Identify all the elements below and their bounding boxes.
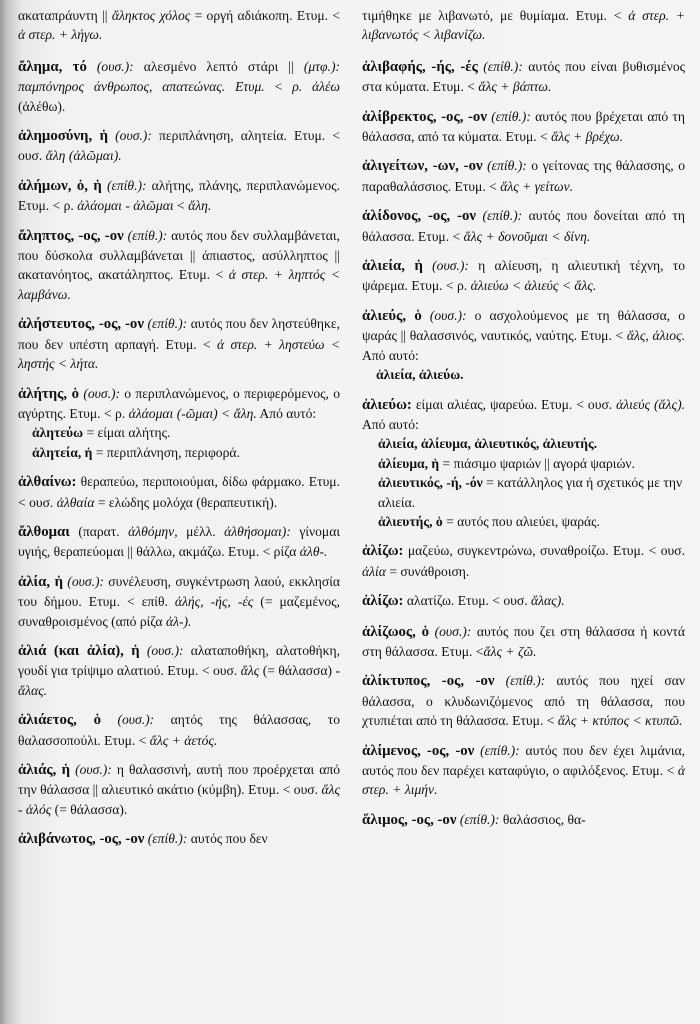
- entry-alia-2: ἀλιά (και ἀλία), ἡ (ουσ.): αλαταποθήκη, αλατοθήκη, γουδί για τρίψιμο αλατιού. Ετυμ. < ουσ. ἅλς (= θάλασσα) - ἅλας.: [18, 642, 341, 698]
- right-column: [362, 6, 685, 840]
- headword: ἀλία, ἡ: [18, 573, 64, 590]
- left-column: [18, 6, 340, 860]
- headword: ἀλιεύω:: [362, 396, 412, 413]
- headword: ἀλίδονος, -ος, -ον: [362, 208, 477, 225]
- entry-althomai: ἄλθομαι (παρατ. ἀλθόμην, μέλλ. ἀλθήσομαι): γίνομαι υγιής, θεραπεύομαι || θάλλω, ακμάζω. Ετυμ. < ρίζα ἀλθ-.: [18, 523, 341, 560]
- entry-alisteftos: ἀλήστευτος, -ος, -ον (επίθ.): αυτός που δεν ληστεύθηκε, που δεν υπέστη αρπαγή. Ετυμ. < ἀ στερ. + ληστεύω < ληστής < λήτα.: [18, 316, 341, 372]
- entry-alivanotos: ἀλιβάνωτος, -ος, -ον (επίθ.): αυτός που δεν: [18, 831, 268, 848]
- entry-alieus: ἀλιεύς, ὁ (ουσ.): ο ασχολούμενος με τη θάλασσα, ο ψαράς || θαλασσινός, ναυτικός, ναύτης. Ετυμ. < ἅλς, ἁλιος. Από αυτό: ἀλιεία, ἀλιεύω.: [362, 306, 685, 385]
- entry-alizoos: ἀλίζωος, ὁ (ουσ.): αυτός που ζει στη θάλασσα ή κοντά στη θάλασσα. Ετυμ. <ἅλς + ζῶ.: [362, 623, 685, 659]
- headword: ἀλίζω:: [362, 543, 404, 560]
- headword: ἀλήμων, ὁ, ἡ: [18, 177, 102, 194]
- entry-alias: ἀλιάς, ἡ (ουσ.): η θαλασσινή, αυτή που προέρχεται από την θάλασσα || αλιευτικό ακάτιο (κύμβη). Ετυμ. < ουσ. ἅλς - ἁλός (= θάλασσα).: [18, 762, 340, 817]
- headword: ἀλιβάνωτος, -ος, -ον: [18, 831, 145, 848]
- entry-aliaetos: ἀλιάετος, ὁ (ουσ.): αητός της θάλασσας, το θαλασσοπούλι. Ετυμ. < ἅλς + ἀετός.: [18, 712, 341, 748]
- headword: ἀλίμενος, -ος, -ον: [362, 742, 475, 759]
- entry-alizo: ἀλίζω: μαζεύω, συγκεντρώνω, συναθροίζω. Ετυμ. < ουσ. ἀλία = συνάθροιση.: [362, 543, 685, 579]
- headword: ἅλιμος, -ος, -ον: [362, 811, 457, 828]
- headword: ἀλήστευτος, -ος, -ον: [18, 316, 144, 333]
- entry-alimosyni: ἀλημοσύνη, ἡ (ουσ.): περιπλάνηση, αλητεία. Ετυμ. < ουσ. ἄλη (ἀλῶμαι).: [18, 128, 340, 164]
- headword: ἀλιβαφής, -ής, -ές: [362, 58, 478, 75]
- headword: ἀλιά (και ἀλία), ἡ: [18, 642, 140, 659]
- headword: ἀλιγείτων, -ων, -ον: [362, 158, 483, 175]
- entry-alimenos: ἀλίμενος, -ος, -ον (επίθ.): αυτός που δεν έχει λιμάνια, αυτός που δεν παρέχει καταφύγιο, ο αφιλόξενος. Ετυμ. < ἀ στερ. + λιμήν.: [362, 742, 685, 798]
- headword: ἀλιάετος, ὁ: [18, 712, 102, 729]
- subentry: ἀλίευμα, ἡ = πιάσιμο ψαριών || αγορά ψαριών.: [378, 455, 635, 471]
- headword: ἀλίζω:: [362, 593, 404, 610]
- headword: ἀλθαίνω:: [18, 474, 77, 491]
- headword: ἀλήτης, ὁ: [18, 385, 80, 402]
- entry-alizo-2: ἀλίζω: αλατίζω. Ετυμ. < ουσ. ἅλας).: [362, 593, 565, 610]
- headword: ἀλίζωος, ὁ: [362, 623, 430, 640]
- headword: ἀλίκτυπος, -ος, -ον: [362, 673, 495, 690]
- entry-alidonos: ἀλίδονος, -ος, -ον (επίθ.): αυτός που δονείται από τη θάλασσα. Ετυμ. < ἅλς + δονοῦμαι < δίνη.: [362, 208, 685, 244]
- subentry: ἀλητεία, ἡ = περιπλάνηση, περιφορά.: [32, 444, 240, 460]
- headword: ἀλιεύς, ὁ: [362, 307, 422, 324]
- subentry: ἀλιευτής, ὁ = αυτός που αλιεύει, ψαράς.: [378, 513, 600, 529]
- entry-althaino: ἀλθαίνω: θεραπεύω, περιποιούμαι, δίδω φάρμακο. Ετυμ. < ουσ. ἀλθαία = ελώδης μολόχα (θεραπευτική).: [18, 474, 340, 510]
- entry-alimos: ἅλιμος, -ος, -ον (επίθ.): θαλάσσιος, θα-: [362, 811, 586, 828]
- headword: ἀλίβρεκτος, -ος, -ον: [362, 108, 487, 125]
- entry-continuation: ακαταπράυντη || ἄληκτος χόλος = οργή αδιάκοπη. Ετυμ. < ἀ στερ. + λήγω.: [18, 8, 340, 43]
- subentry: ἀλιευτικός, -ή, -όν = κατάλληλος για ή σχετικός με την αλιεία.: [378, 475, 683, 510]
- headword: ἄλημα, τό: [18, 58, 87, 75]
- entry-aligeiton: ἀλιγείτων, -ων, -ον (επίθ.): ο γείτονας της θάλασσης, ο παραθαλάσσιος. Ετυμ. < ἅλς + γείτων.: [362, 158, 685, 194]
- headword: ἄληπτος, -ος, -ον: [18, 227, 124, 244]
- entry-alima: ἄλημα, τό (ουσ.): αλεσμένο λεπτό στάρι || (μτφ.): παμπόνηρος άνθρωπος, απατεώνας. Ετυμ. < ρ. ἀλέω (ἀλέθω).: [18, 58, 341, 114]
- subentry: ἀλιεία, ἀλιεύω.: [376, 367, 464, 383]
- headword: ἀλιάς, ἡ: [18, 762, 71, 778]
- entry-alitis: ἀλήτης, ὁ (ουσ.): ο περιπλανώμενος, ο περιφερόμενος, ο αγύρτης. Ετυμ. < ρ. ἀλάομαι (-ῶμαι) < ἄλη. Από αυτό: ἀλητεύω = είμαι αλήτης. ἀλητεία, ἡ = περιπλάνηση, περιφορά.: [18, 384, 340, 463]
- headword: ἀλιεία, ἡ: [362, 258, 423, 275]
- entry-alimon: ἀλήμων, ὁ, ἡ (επίθ.): αλήτης, πλάνης, περιπλανώμενος. Ετυμ. < ρ. ἀλάομαι - ἀλῶμαι < ἄλη.: [18, 177, 341, 214]
- entry-alievo: ἀλιεύω: είμαι αλιέας, ψαρεύω. Ετυμ. < ουσ. ἀλιεύς (ἅλς). Από αυτό: ἀλιεία, ἀλίευμα, ἀλιευτικός, ἀλιευτής. ἀλίευμα, ἡ = πιάσιμο ψαριών || αγορά ψαριών. ἀλιευτικός, -ή, -όν = κατάλληλος για ή σχετικός με την αλιεία. ἀλιευτής, ὁ = αυτός που αλιεύει, ψαράς.: [362, 395, 685, 532]
- entry-alivrektos: ἀλίβρεκτος, -ος, -ον (επίθ.): αυτός που βρέχεται από τη θάλασσα, από τα κύματα. Ετυμ. < ἅλς + βρέχω.: [362, 108, 686, 145]
- entry-aliktypos: ἀλίκτυπος, -ος, -ον (επίθ.): αυτός που ηχεί σαν θάλασσα, ο κλυδωνιζόμενος από τη θάλασσα, που χτυπιέται από τη θάλασσα. Ετυμ. < ἅλς + κτύπος < κτυπῶ.: [362, 673, 686, 729]
- subentry: ἀλητεύω = είμαι αλήτης.: [32, 425, 171, 441]
- entry-alieia: ἀλιεία, ἡ (ουσ.): η αλίευση, η αλιευτική τέχνη, το ψάρεμα. Ετυμ. < ρ. ἁλιεύω < ἁλιεύς < ἅλς.: [362, 258, 685, 294]
- entry-continuation: τιμήθηκε με λιβανωτό, με θυμίαμα. Ετυμ. < ἀ στερ. + λιβανωτός < λιβανίζω.: [362, 8, 685, 43]
- entry-alivafis: ἀλιβαφής, -ής, -ές (επίθ.): αυτός που είναι βυθισμένος στα κύματα. Ετυμ. < ἅλς + βάπτω.: [362, 58, 685, 95]
- entry-alia: ἀλία, ἡ (ουσ.): συνέλευση, συγκέντρωση λαού, εκκλησία του δήμου. Ετυμ. < επίθ. ἀλής, -ής, -ές (= μαζεμένος, συναθροισμένος (από ρίζα ἀλ-).: [18, 573, 340, 629]
- entry-aliptos: ἄληπτος, -ος, -ον (επίθ.): αυτός που δεν συλλαμβάνεται, που δύσκολα συλλαμβάνεται || άπιαστος, ασύλληπτος || ακατανόητος, ακατάληπτος. Ετυμ. < ἀ στερ. + ληπτός < λαμβάνω.: [18, 227, 340, 302]
- headword: ἄλθομαι: [18, 523, 70, 540]
- headword: ἀλημοσύνη, ἡ: [18, 128, 108, 145]
- subentry: ἀλιεία, ἀλίευμα, ἀλιευτικός, ἀλιευτής.: [378, 436, 598, 452]
